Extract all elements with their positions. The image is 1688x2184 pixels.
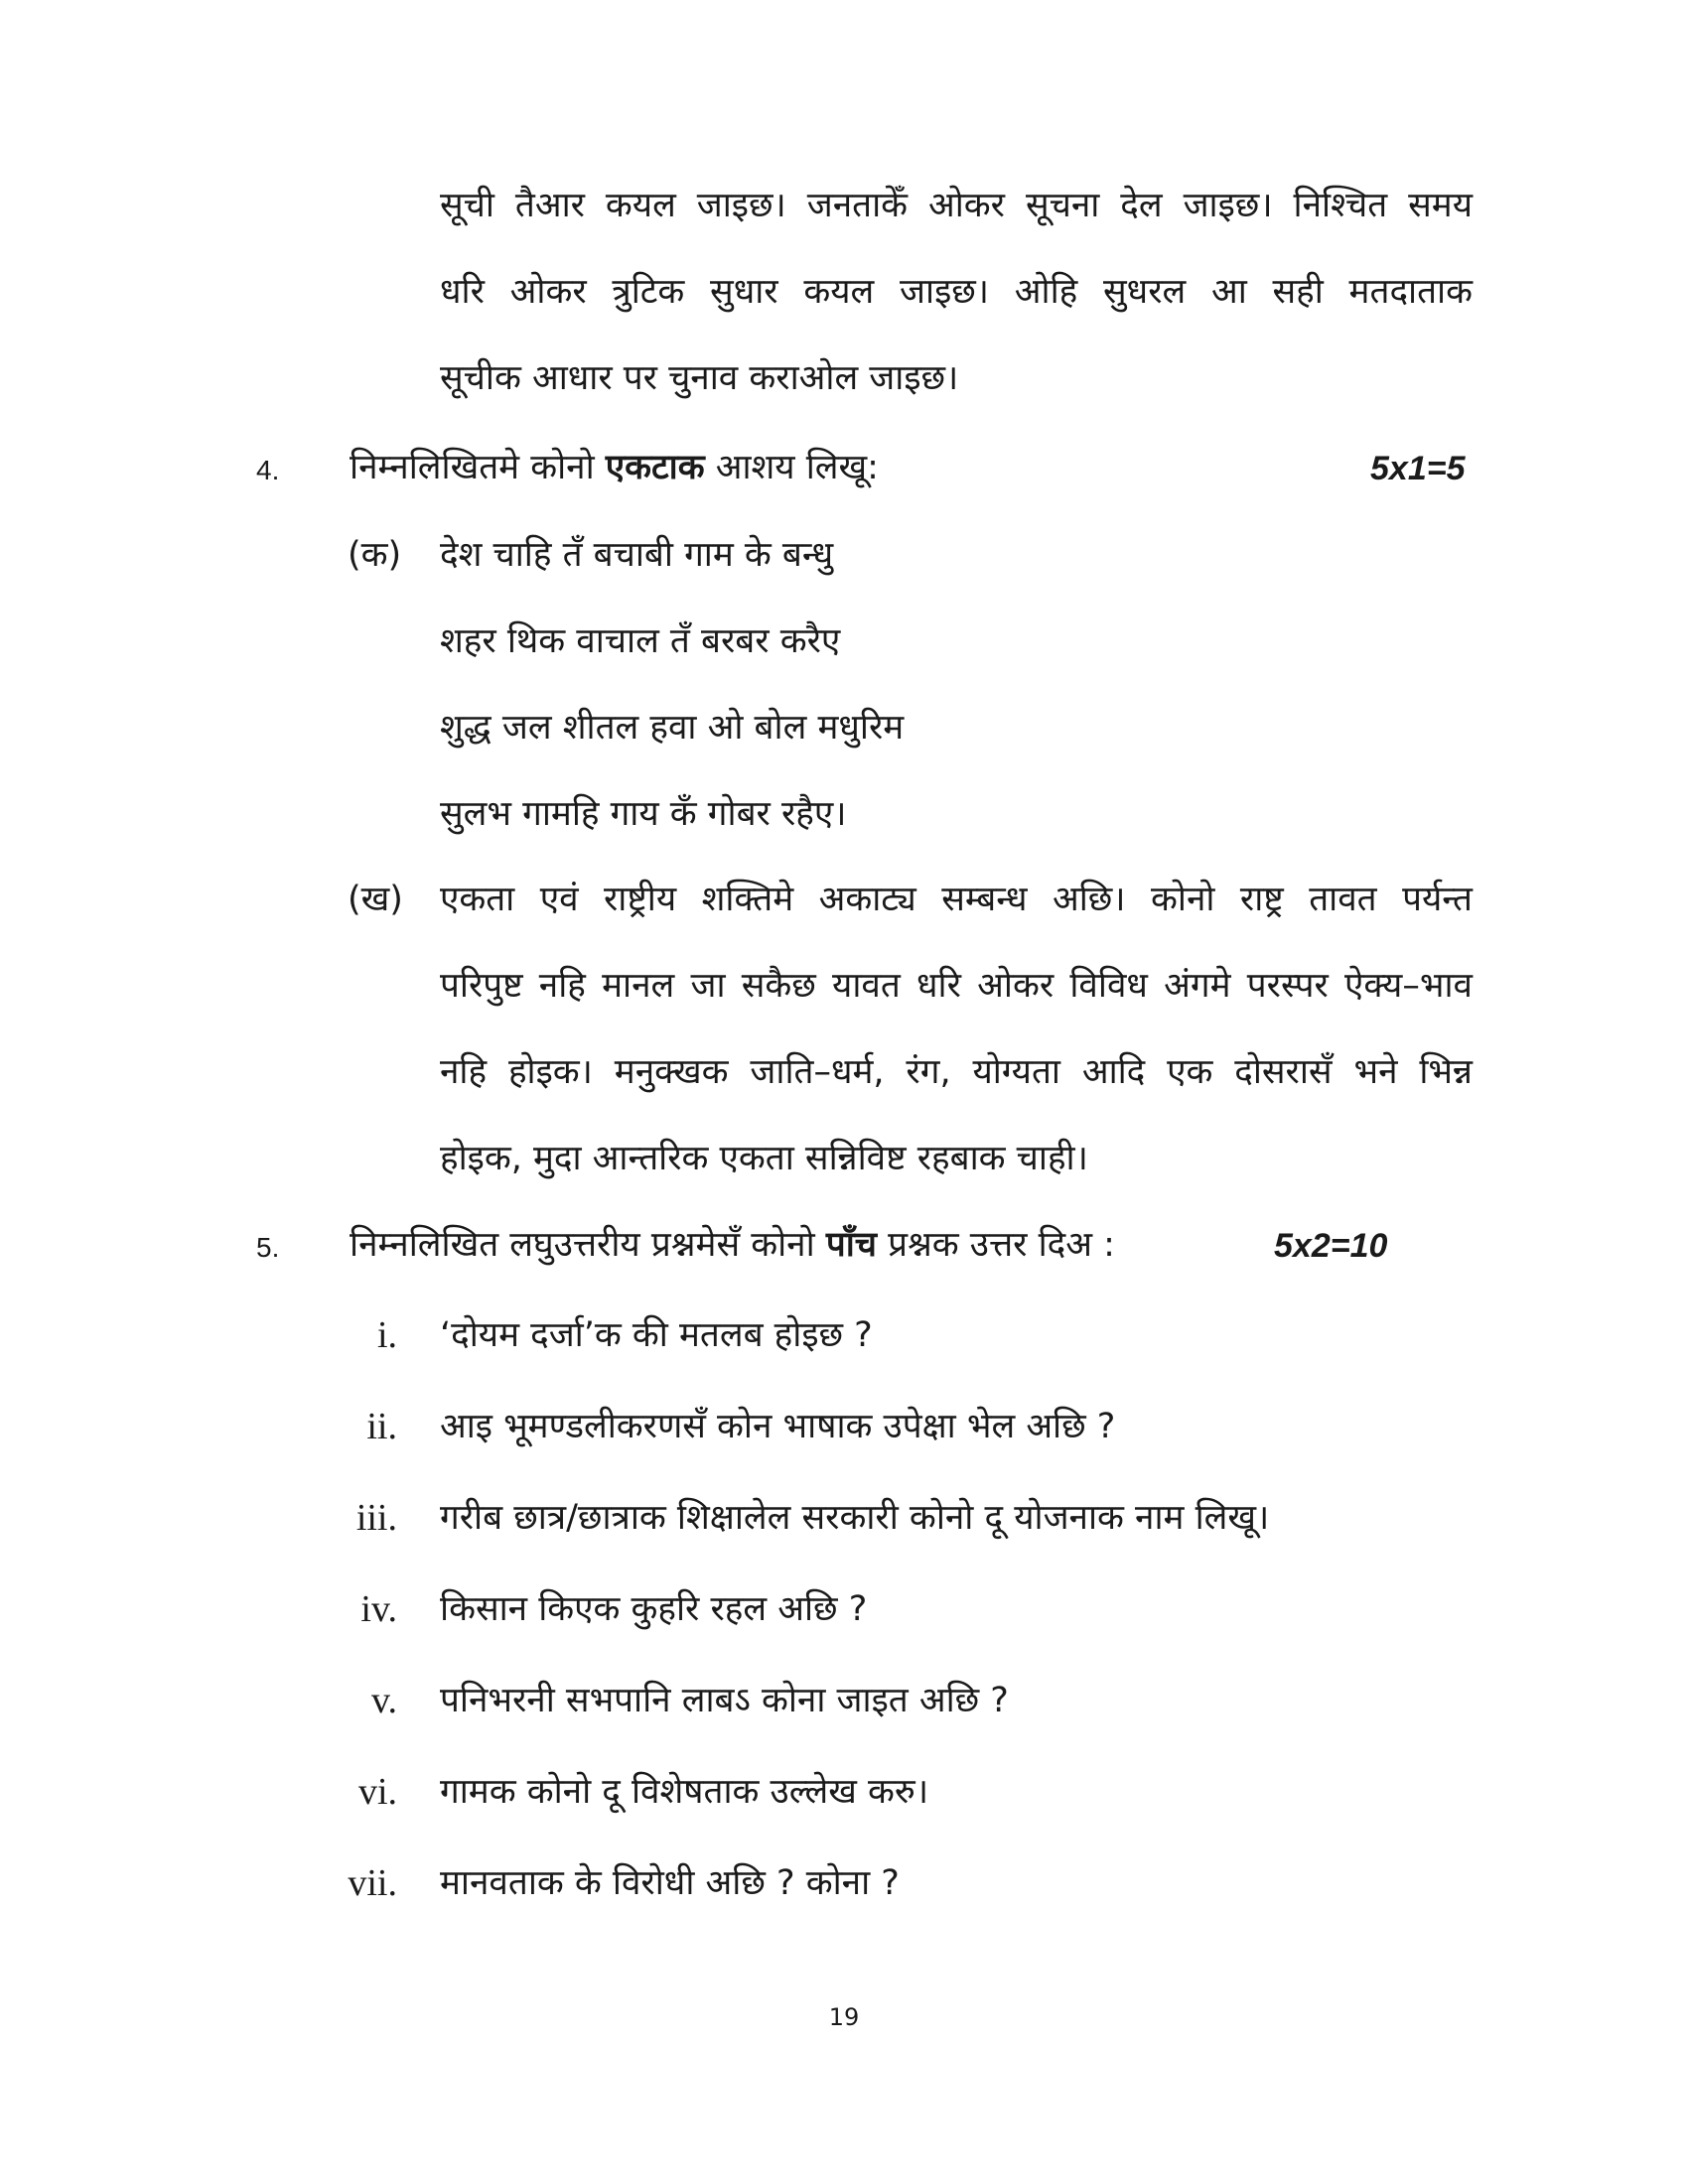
page-number: 19 <box>828 2003 860 2031</box>
question-5-emphasis: पाँच <box>825 1225 877 1265</box>
sub-question-text: गामक कोनो दू विशेषताक उल्लेख करु। <box>440 1772 929 1812</box>
option-a-line-1: देश चाहि तँ बचाबी गाम के बन्धु <box>440 535 834 575</box>
intro-line-3: सूचीक आधार पर चुनाव कराओल जाइछ। <box>440 358 959 398</box>
sub-question-text: किसान किएक कुहरि रहल अछि ? <box>440 1589 868 1629</box>
sub-question-numeral: iv. <box>360 1588 397 1630</box>
option-b-label: (ख) <box>348 880 403 919</box>
question-4-number: 4. <box>256 455 280 485</box>
sub-question-numeral: v. <box>370 1680 397 1721</box>
option-b-line-1: एकता एवं राष्ट्रीय शक्तिमे अकाट्य सम्बन्ध अछि। कोनो राष्ट्र तावत पर्यन्त <box>440 880 1473 919</box>
option-b-line-3: नहि होइक। मनुक्खक जाति–धर्म, रंग, योग्यता आदि एक दोसरासँ भने भिन्न <box>440 1052 1473 1092</box>
question-4-prompt <box>350 448 879 487</box>
sub-question-numeral: vi. <box>357 1771 397 1813</box>
sub-question-text: मानवताक के विरोधी अछि ? कोना ? <box>440 1863 900 1903</box>
question-5-number: 5. <box>256 1232 280 1263</box>
question-4-emphasis: एकटाक <box>605 448 705 487</box>
question-5-prompt <box>350 1225 1115 1265</box>
intro-line-1: सूची तैआर कयल जाइछ। जनताकेँ ओकर सूचना देल जाइछ। निश्चित समय <box>440 186 1473 225</box>
sub-question-text: ‘दोयम दर्जा’क की मतलब होइछ ? <box>440 1315 873 1355</box>
sub-question-numeral: iii. <box>355 1497 397 1539</box>
option-b-line-2: परिपुष्ट नहि मानल जा सकैछ यावत धरि ओकर विविध अंगमे परस्पर ऐक्य–भाव <box>440 966 1473 1006</box>
sub-question-text: पनिभरनी सभपानि लाबऽ कोना जाइत अछि ? <box>440 1681 1009 1720</box>
intro-line-2: धरि ओकर त्रुटिक सुधार कयल जाइछ। ओहि सुधरल आ सही मतदाताक <box>440 272 1473 312</box>
question-5-marks: 5x2=10 <box>1274 1227 1388 1265</box>
sub-question-text: गरीब छात्र/छात्राक शिक्षालेल सरकारी कोनो दू योजनाक नाम लिखू। <box>440 1498 1270 1538</box>
question-5-text: निम्नलिखित लघुउत्तरीय प्रश्नमेसँ कोनो <box>350 1225 826 1265</box>
option-b-line-4: होइक, मुदा आन्तरिक एकता सन्निविष्ट रहबाक चाही। <box>440 1139 1088 1178</box>
question-4-marks: 5x1=5 <box>1370 450 1466 487</box>
question-5-text-end: प्रश्नक उत्तर दिअ : <box>876 1225 1115 1265</box>
option-a-label: (क) <box>348 535 402 575</box>
option-a-line-4: सुलभ गामहि गाय कँ गोबर रहैए। <box>440 794 847 834</box>
option-a-line-2: शहर थिक वाचाल तँ बरबर करैए <box>440 621 841 661</box>
question-4-text-end: आशय लिखू: <box>704 448 879 487</box>
sub-question-numeral: i. <box>376 1314 397 1356</box>
option-a-line-3: शुद्ध जल शीतल हवा ओ बोल मधुरिम <box>440 708 905 748</box>
sub-question-numeral: vii. <box>348 1862 397 1904</box>
sub-question-text: आइ भूमण्डलीकरणसँ कोन भाषाक उपेक्षा भेल अछि ? <box>440 1407 1116 1446</box>
sub-question-numeral: ii. <box>366 1406 397 1447</box>
question-4-text: निम्नलिखितमे कोनो <box>350 448 606 487</box>
